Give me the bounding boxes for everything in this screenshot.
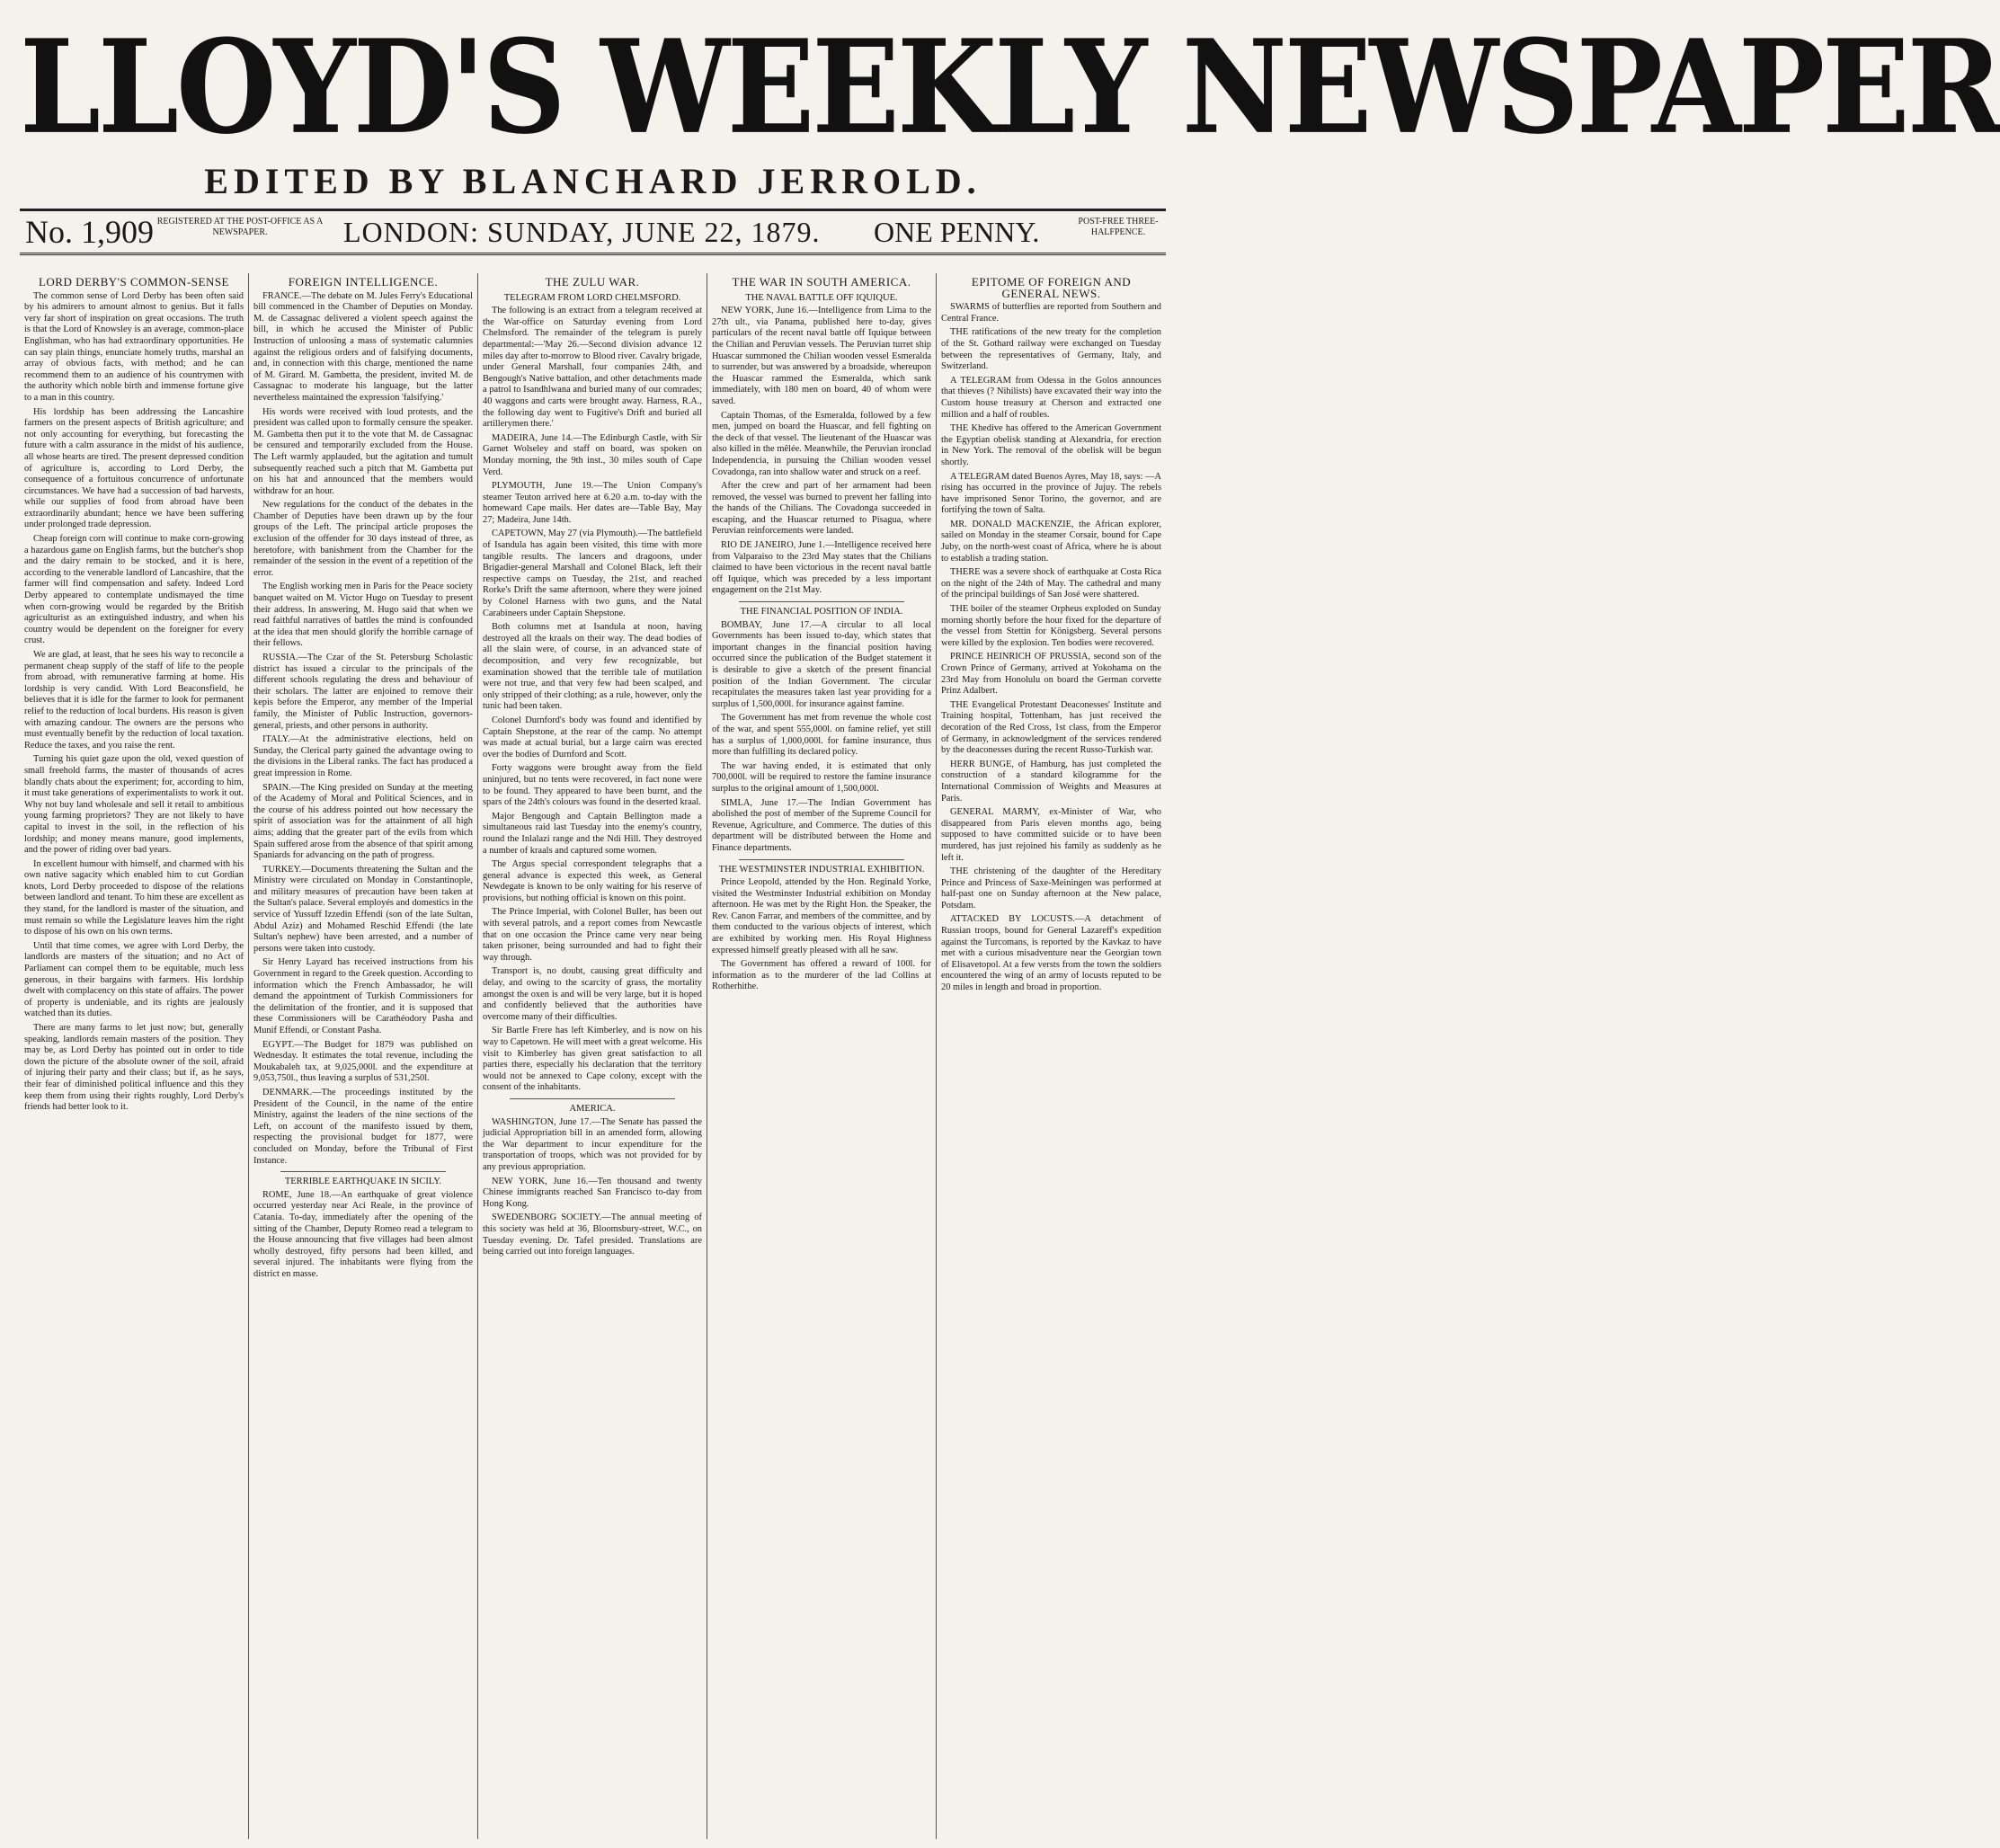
issue-price: ONE PENNY. [874, 216, 1040, 248]
article-body [712, 620, 931, 855]
article-paragraph: PLYMOUTH, June 19.—The Union Company's steamer Teuton arrived here at 6.20 a.m. to-day with the homeward Cape mails. Her dates are—Table Bay, May 27; Madeira, June 14th. [483, 481, 702, 525]
registration-note: REGISTERED AT THE POST-OFFICE AS A NEWSPAPER. [156, 217, 324, 237]
article-body [941, 302, 1161, 993]
article-paragraph: GENERAL MARMY, ex-Minister of War, who disappeared from Paris eleven months ago, being supposed to have committed suicide or to have been murdered, has just rejoined his family as suddenly as he left it. [941, 807, 1161, 863]
article-paragraph: SWARMS of butterflies are reported from Southern and Central France. [941, 302, 1161, 324]
article-paragraph: THE christening of the daughter of the Hereditary Prince and Princess of Saxe-Meiningen was performed at half-past one on Sunday afternoon at the New palace, Potsdam. [941, 866, 1161, 911]
column-2 [249, 273, 478, 1839]
article-paragraph: His words were received with loud protests, and the president was called upon to formally censure the speaker. M. Gambetta then put it to the vote that M. de Cassagnac be censured and temporarily excluded from the House. The Left warmly applauded, but the agitation and tumult subsequently reached such a pitch that M. Gambetta put on his hat and announced that the members would withdraw for an hour. [253, 406, 473, 496]
article-subheading: AMERICA. [569, 1103, 616, 1114]
article-paragraph: THE Khedive has offered to the American Government the Egyptian obelisk standing at Alexandria, for erection in New York. The removal of the obelisk will be begun shortly. [941, 423, 1161, 467]
article-paragraph: DENMARK.—The proceedings instituted by the President of the Council, in the name of the entire Ministry, against the leaders of the nine sections of the Left, on account of the manifesto issued by them, respecting the provisional budget for 1877, were concluded on Monday, before the Tribunal of First Instance. [253, 1087, 473, 1166]
article-paragraph: In excellent humour with himself, and charmed with his own native sagacity which enabled him to cut Gordian knots, Lord Derby proceeded to dispose of the relations between landlord and tenant. To him these are excellent as they stand, for the landlord is master of the situation, and must remain so while the Legislature leaves him the right to dispose of his own on his own terms. [24, 858, 244, 937]
article-heading: LORD DERBY'S COMMON-SENSE [38, 275, 230, 289]
divider [739, 859, 904, 860]
article-paragraph: ITALY.—At the administrative elections, held on Sunday, the Clerical party gained the advantage owing to the divisions in the Liberal ranks. The fact has produced a great impression in Rome. [253, 734, 473, 778]
article-paragraph: His lordship has been addressing the Lancashire farmers on the present aspects of British agriculture; and not only accounting for everything, but forecasting the future with a calm assurance in the midst of his audience, all whose hearts are tired. The present depressed condition of agriculture is, according to Lord Derby, the consequence of a fortuitous concurrence of unfortunate circumstances. We have had a succession of bad harvests, while our supplies of food from abroad have been extraordinarily abundant; hence we have been suffering under prolonged trade depression. [24, 406, 244, 530]
article-paragraph: Sir Bartle Frere has left Kimberley, and is now on his way to Capetown. He will meet with a great welcome. His visit to Kimberley has given great satisfaction to all parties there, especially his declaration that the territory would not be annexed to Cape colony, except with the consent of the inhabitants. [483, 1026, 702, 1093]
article-subheading: TERRIBLE EARTHQUAKE IN SICILY. [284, 1177, 442, 1187]
article-columns [20, 273, 1166, 1839]
article-paragraph: There are many farms to let just now; but, generally speaking, landlords remain masters of the position. They may be, as Lord Derby has pointed out in order to tide down the picture of the absolute owner of the soil, afraid of injuring their party and their class; but if, as he says, their fear of diminished political influence and this they keep them from using their rights roughly, Lord Derby's friends had better look to it. [24, 1023, 244, 1113]
article-heading: FOREIGN INTELLIGENCE. [288, 275, 439, 289]
column-4 [707, 273, 937, 1839]
article-subheading: THE WESTMINSTER INDUSTRIAL EXHIBITION. [718, 864, 925, 875]
newspaper-page [0, 7, 2000, 1848]
article-body [712, 877, 931, 993]
article-body [483, 1117, 702, 1258]
article-paragraph: WASHINGTON, June 17.—The Senate has passed the judicial Appropriation bill in an amended form, allowing the War department to incur expenditure for the transportation of troops, which was not provided for by any previous appropriation. [483, 1116, 702, 1172]
article-heading: EPITOME OF FOREIGN AND GENERAL NEWS. [971, 275, 1132, 300]
issue-number: No. 1,909 [25, 214, 154, 250]
article-paragraph: Colonel Durnford's body was found and identified by Captain Shepstone, at the rear of the camp. No attempt was made at actual burial, but a large cairn was erected over the bodies of Durnford and Scott. [483, 715, 702, 760]
article-paragraph: Captain Thomas, of the Esmeralda, followed by a few men, jumped on board the Huascar, and fell fighting on the deck of that vessel. The lieutenant of the Huascar was also killed in the mêlée. Meanwhile, the Peruvian ironclad Independencia, in pursuing the Chilian wooden vessel Covadonga, ran into shallow water and struck on a reef. [712, 410, 931, 477]
column-3 [478, 273, 707, 1839]
article-paragraph: New regulations for the conduct of the debates in the Chamber of Deputies have been drawn up by the four groups of the Left. The principal article proposes the exclusion of the offender for 30 days instead of three, as heretofore, with banishment from the Chamber for the remainder of the session in the event of a repetition of the error. [253, 500, 473, 578]
article-paragraph: BOMBAY, June 17.—A circular to all local Governments has been issued to-day, which states that important changes in the financial position having occurred since the publication of the Budget statement it is desirable to give a sketch of the present financial position of the Indian Government. The circular recapitulates the measures taken last year providing for a surplus of 1,500,000l. for insurance against famine. [712, 619, 931, 709]
article-paragraph: The Government has offered a reward of 100l. for information as to the murderer of the lad Collins at Rotherhithe. [712, 959, 931, 992]
article-paragraph: THE ratifications of the new treaty for the completion of the St. Gothard railway were exchanged on Tuesday between the representatives of Germany, Italy, and Switzerland. [941, 327, 1161, 372]
article-body [253, 291, 473, 1168]
article-paragraph: After the crew and part of her armament had been removed, the vessel was burned to prevent her falling into the hands of the Chilians. The Covadonga succeeded in escaping, and the Huascar returned to Pisagua, where Peruvian reinforcements were landed. [712, 481, 931, 537]
article-paragraph: TURKEY.—Documents threatening the Sultan and the Ministry were circulated on Monday in Constantinople, and military measures of precaution have been taken at the Sultan's palace. Several employés and domestics in the service of Yussuff Izzedin Effendi (son of the late Sultan, Abdul Aziz) and Mohamed Reschid Effendi (the late Sultan's nephew) have been arrested, and a number of persons were taken into custody. [253, 864, 473, 954]
article-paragraph: MADEIRA, June 14.—The Edinburgh Castle, with Sir Garnet Wolseley and staff on board, was spoken on Monday morning, the 9th inst., 30 miles south of Cape Verd. [483, 432, 702, 477]
article-paragraph: A TELEGRAM from Odessa in the Golos announces that thieves (? Nihilists) have excavated their way into the Custom house treasury at Cherson and extracted one million and a half of roubles. [941, 375, 1161, 420]
divider [510, 1098, 675, 1099]
article-subheading: THE FINANCIAL POSITION OF INDIA. [740, 607, 903, 617]
article-paragraph: EGYPT.—The Budget for 1879 was published on Wednesday. It estimates the total revenue, including the Moukabaleh tax, at 9,025,000l. and the expenditure at 9,053,750l., thus leaving a surplus of 531,250l. [253, 1039, 473, 1084]
article-paragraph: The Prince Imperial, with Colonel Buller, has been out with several patrols, and a report comes from Newcastle that on one occasion the Prince came very near being taken prisoner, being surrounded and had to fight their way through. [483, 907, 702, 963]
article-paragraph: Sir Henry Layard has received instructions from his Government in regard to the Greek question. According to information which the French Ambassador, he will demand the appointment of Turkish Commissioners for the delimitation of the frontier, and it is supposed that these Commissioners will be Carathéodory Pasha and Munif Effendi, or Constant Pasha. [253, 957, 473, 1035]
article-paragraph: The common sense of Lord Derby has been often said by his admirers to amount almost to genius. But it falls very far short of inspiration on great occasions. The truth is that the Lord of Knowsley is an average, common-place Englishman, who has had extraordinary opportunities. He can say plain things, enunciate homely truths, marshal an array of obvious facts, with method; and he can recommend them to an audience of his countrymen with the authority which noble birth and immense fortune give to a man in this country. [24, 290, 244, 403]
article-body [712, 306, 931, 597]
article-paragraph: Cheap foreign corn will continue to make corn-growing a hazardous game on English farms, but the butcher's shop and the dairy remain to be stocked, and it is here, according to the venerable landlord of Lancashire, that the farmer will find compensation and safety. Indeed Lord Derby appeared to contemplate undismayed the time when corn-growing would be regarded by the British agriculturist as an extinguished industry, and when his country would be dependent on the foreigner for every crust. [24, 534, 244, 646]
column-5 [937, 273, 1166, 1839]
article-subheading: TELEGRAM FROM LORD CHELMSFORD. [503, 292, 681, 303]
issue-date: LONDON: SUNDAY, JUNE 22, 1879. [343, 216, 821, 248]
article-body [24, 291, 244, 1114]
article-heading: THE ZULU WAR. [545, 275, 640, 289]
editor-line: EDITED BY BLANCHARD JERROLD. [204, 161, 982, 201]
article-paragraph: Turning his quiet gaze upon the old, vexed question of small freehold farms, the master of thousands of acres blandly chats about the experiment; for, according to him, it must take generations of experimentalists to work it out. Why not buy land wholesale and sell it retail to ambitious young farming proprietors? They are not likely to have capital to invest in the soil, in the reflection of his lordship; and money means manure, good implements, and the power of riding over bad years. [24, 754, 244, 856]
article-paragraph: SPAIN.—The King presided on Sunday at the meeting of the Academy of Moral and Political Sciences, and in the course of his address pointed out how necessary the spirit of association was for the attainment of all high aims; adding that the greater part of the evils from which Spain suffered arose from the absence of that spirit among Spaniards for advancing on the path of progress. [253, 782, 473, 861]
column-1 [20, 273, 249, 1839]
article-paragraph: Until that time comes, we agree with Lord Derby, the landlords are masters of the situation; and no Act of Parliament can compel them to be equitable, much less generous, in their bargains with farmers. His lordship dwelt with complacency on this state of affairs. The power of property is undeniable, and its rights are jealously watched than its duties. [24, 940, 244, 1019]
article-paragraph: RIO DE JANEIRO, June 1.—Intelligence received here from Valparaiso to the 23rd May states that the Chilians claimed to have been victorious in the recent naval battle off Iquique, which was preceded by a less important engagement on the 21st May. [712, 540, 931, 596]
article-paragraph: Transport is, no doubt, causing great difficulty and delay, and owing to the scarcity of grass, the mortality amongst the oxen is and will be very large, but it is hoped and confidently believed that the authorities have overcome many of their difficulties. [483, 966, 702, 1022]
article-paragraph: The war having ended, it is estimated that only 700,000l. will be required to restore the famine insurance surplus to the original amount of 1,500,000l. [712, 760, 931, 794]
article-body [483, 306, 702, 1094]
article-paragraph: THERE was a severe shock of earthquake at Costa Rica on the night of the 24th of May. The cathedral and many of the principal buildings of San José were shattered. [941, 567, 1161, 600]
divider [739, 601, 904, 602]
article-paragraph: THE boiler of the steamer Orpheus exploded on Sunday morning shortly before the hour fixed for the departure of the vessel from Stettin for Königsberg. Several persons were killed by the explosion. Ten bodies were recovered. [941, 604, 1161, 648]
article-paragraph: HERR BUNGE, of Hamburg, has just completed the construction of a standard kilogramme for the International Commission of Weights and Measures at Paris. [941, 759, 1161, 804]
masthead-title: LLOYD'S WEEKLY NEWSPAPER [20, 12, 2000, 164]
article-paragraph: RUSSIA.—The Czar of the St. Petersburg Scholastic district has issued a circular to the principals of the different schools regulating the dress and behaviour of their scholars. The latter are enjoined to remove their kepis before the Emperor, any member of the Imperial family, the Minister of Public Instruction, governors-general, priests, and other persons in authority. [253, 653, 473, 731]
article-paragraph: ROME, June 18.—An earthquake of great violence occurred yesterday near Aci Reale, in the province of Catania. To-day, immediately after the opening of the sitting of the Chamber, Deputy Romeo read a telegram to the House announcing that five villages had been almost wholly destroyed, fifty persons had been killed, and several injured. The inhabitants were flying from the district en masse. [253, 1189, 473, 1279]
article-paragraph: ATTACKED BY LOCUSTS.—A detachment of Russian troops, bound for General Lazareff's expedition against the Turcomans, is reported by the Kavkaz to have met with a curious misadventure near the Georgian town of Elisavetopol. At a few versts from the town the soldiers encountered the wing of an army of locusts reputed to be 20 miles in length and broad in proportion. [941, 914, 1161, 993]
article-paragraph: SWEDENBORG SOCIETY.—The annual meeting of this society was held at 36, Bloomsbury-street, W.C., on Tuesday evening. Dr. Tafel presided. Translations are being carried out into foreign languages. [483, 1213, 702, 1257]
article-paragraph: A TELEGRAM dated Buenos Ayres, May 18, says: —A rising has occurred in the province of Jujuy. The rebels have imprisoned Senor Torino, the governor, and are fortifying the town of Salta. [941, 471, 1161, 516]
article-paragraph: NEW YORK, June 16.—Intelligence from Lima to the 27th ult., via Panama, published here to-day, gives particulars of the recent naval battle off Iquique between the Chilian and Peruvian vessels. The Peruvian turret ship Huascar summoned the Chilian wooden vessel Esmeralda to surrender, but was answered by a broadside, whereupon the Huascar rammed the Esmeralda, which sank immediately, with 180 men on board, 40 of whom were saved. [712, 306, 931, 406]
postage-note: POST-FREE THREE-HALFPENCE. [1078, 217, 1159, 237]
article-subheading: THE NAVAL BATTLE OFF IQUIQUE. [745, 292, 898, 303]
article-paragraph: The following is an extract from a telegram received at the War-office on Saturday evening from Lord Chelmsford. The remainder of the telegram is purely departmental:—'May 26.—Second division advance 12 miles day after to-morrow to Blood river. Cavalry brigade, under General Marshall, four companies 24th, and Bengough's Native battalion, and other detachments made a patrol to Isandhlwana and buried many of our comrades; 40 waggons and carts were brought away. Harness, R.A., the following day went to Fugitive's Drift and buried all artillerymen there.' [483, 306, 702, 430]
article-body [253, 1190, 473, 1281]
article-paragraph: The Argus special correspondent telegraphs that a general advance is expected this week, as General Newdegate is known to be only waiting for his reserve of provisions, but nothing official is known on this point. [483, 859, 702, 903]
article-paragraph: NEW YORK, June 16.—Ten thousand and twenty Chinese immigrants reached San Francisco to-day from Hong Kong. [483, 1176, 702, 1209]
article-paragraph: MR. DONALD MACKENZIE, the African explorer, sailed on Monday in the steamer Corsair, bound for Cape Juby, on the north-west coast of Africa, where he is about to establish a trading station. [941, 519, 1161, 564]
article-paragraph: THE Evangelical Protestant Deaconesses' Institute and Training hospital, Tottenham, has just received the decoration of the Red Cross, 1st class, from the Emperor of Germany, in acknowledgment of the services rendered by the deaconesses during the recent Russo-Turkish war. [941, 699, 1161, 756]
article-paragraph: Both columns met at Isandula at noon, having destroyed all the kraals on their way. The dead bodies of all the slain were, of course, in an advanced state of decomposition, and very few recognizable, but examination showed that the terrible tale of mutilation were not true, and that very few had been scalped, and only stripped of their clothing; as a rule, however, only the tunic had been taken. [483, 622, 702, 712]
article-paragraph: Prince Leopold, attended by the Hon. Reginald Yorke, visited the Westminster Industrial exhibition on Monday afternoon. He was met by the Right Hon. the Speaker, the Rev. Canon Farrar, and members of the committee, and by them conducted to the various objects of interest, which are exhibited by working men. His Royal Highness expressed himself greatly pleased with all he saw. [712, 877, 931, 955]
article-paragraph: Forty waggons were brought away from the field uninjured, but no tents were recovered, in fact none were to be found. They appeared to have been burnt, and the spars of the 24th's colours was found in the deserted kraal. [483, 763, 702, 808]
divider [280, 1171, 446, 1172]
dateline-bar [20, 209, 1166, 255]
article-paragraph: Major Bengough and Captain Bellington made a simultaneous raid last Tuesday into the enemy's country, round the Inlalazi range and the Ndi Hill. They destroyed a number of kraals and captured some women. [483, 811, 702, 856]
article-paragraph: We are glad, at least, that he sees his way to reconcile a permanent cheap supply of the staff of life to the people from abroad, with remunerative farming at home. His lordship is very candid. With Lord Beaconsfield, he believes that it is idle for the farmer to look for permanent relief to the reduction of local burdens. His reason is given with amazing candour. The owners are the persons who must eventually benefit by the reduction of local taxation. Reduce the taxes, and you raise the rent. [24, 650, 244, 751]
article-paragraph: The English working men in Paris for the Peace society banquet waited on M. Victor Hugo on Tuesday to present their address. In answering, M. Hugo said that when we read faithful narratives of battles the mind is confounded at the idea that men should glorify the horrible carnage of their fellows. [253, 582, 473, 649]
article-paragraph: FRANCE.—The debate on M. Jules Ferry's Educational bill commenced in the Chamber of Deputies on Monday. M. de Cassagnac delivered a violent speech against the bill, in which he accused the Minister of Public Instruction of unloosing a mass of systematic calumnies against the religious orders and of falsifying documents, and, in connection with this charge, mentioned the name of M. Girard. M. Gambetta, the president, invited M. de Cassagnac to moderate his language, but the latter nevertheless maintained the expression 'falsifying.' [253, 290, 473, 403]
article-paragraph: The Government has met from revenue the whole cost of the war, and spent 555,000l. on famine relief, yet still has a surplus of 1,000,000l. for famine insurance, thus more than fulfilling its declared policy. [712, 713, 931, 758]
article-paragraph: PRINCE HEINRICH OF PRUSSIA, second son of the Crown Prince of Germany, arrived at Yokohama on the 23rd May from Honolulu on board the German corvette Prinz Adalbert. [941, 652, 1161, 697]
article-paragraph: CAPETOWN, May 27 (via Plymouth).—The battlefield of Isandula has again been visited, this time with more tangible results. The lancers and dragoons, under Brigadier-general Marshall and Colonel Black, left their respective camps on Tuesday, the 21st, and reached Rorke's Drift the same afternoon, where they were joined by Colonel Harness with two guns, and the Natal Carabineers under Captain Shepstone. [483, 529, 702, 618]
article-paragraph: SIMLA, June 17.—The Indian Government has abolished the post of member of the Supreme Council for Revenue, Agriculture, and Commerce. The duties of this department will be distributed between the Home and Finance departments. [712, 797, 931, 853]
article-heading: THE WAR IN SOUTH AMERICA. [732, 275, 911, 289]
